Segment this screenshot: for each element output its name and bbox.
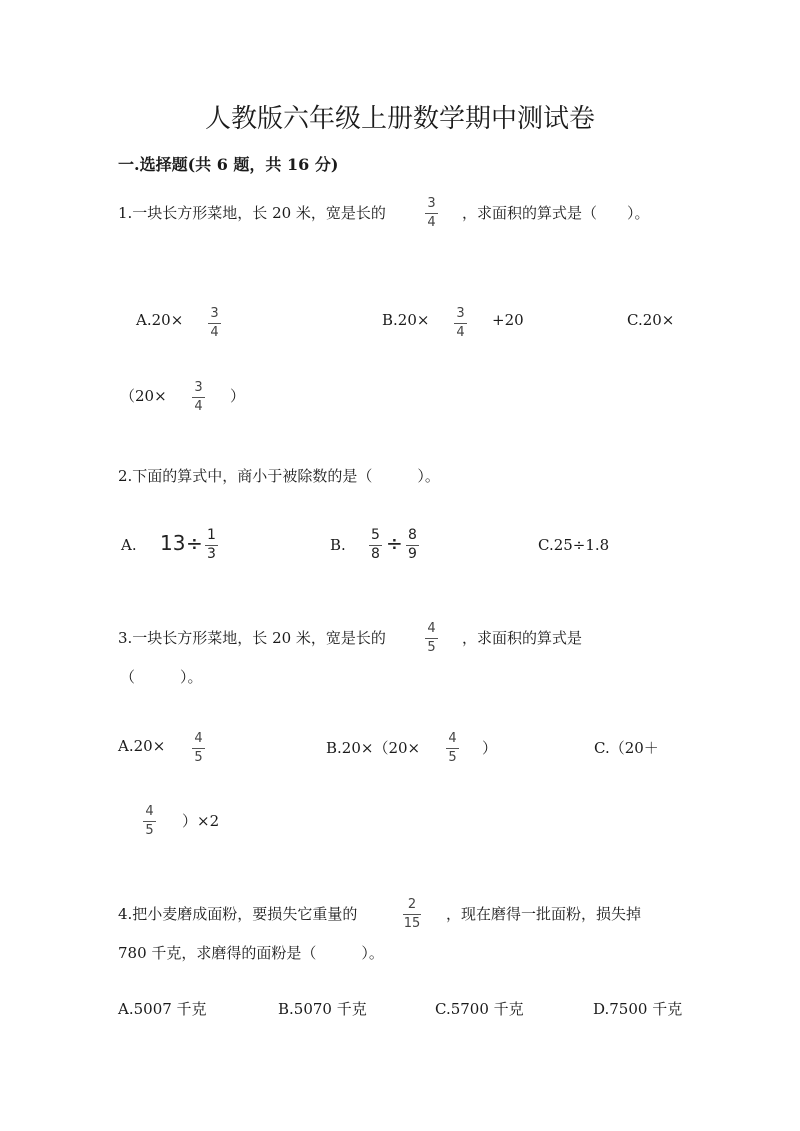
numerator: 4: [145, 804, 154, 819]
numerator: 3: [456, 306, 465, 321]
numerator: 3: [427, 196, 436, 211]
q4-option-c[interactable]: C.5700 千克: [435, 1000, 524, 1018]
q4-stem-end: ，现在磨得一批面粉，损失掉: [446, 905, 642, 923]
numerator: 8: [408, 527, 417, 543]
denominator: 5: [427, 640, 436, 655]
q2-option-c[interactable]: C.25÷1.8: [538, 536, 610, 554]
q4-fraction: [403, 897, 421, 931]
q2-option-a[interactable]: A.: [121, 536, 137, 554]
q2-option-a-whole: 13: [160, 531, 186, 555]
q2-option-a-fraction: [205, 528, 218, 562]
q3-fraction: [425, 621, 438, 655]
numerator: 4: [448, 731, 457, 746]
q2-stem: 2.下面的算式中，商小于被除数的是（ ）。: [118, 467, 440, 485]
q3-option-c-suffix: ）×2: [182, 812, 220, 830]
q3-option-a[interactable]: A.20×: [118, 737, 166, 755]
numerator: 4: [194, 731, 203, 746]
denominator: 4: [210, 325, 219, 340]
q3-option-b-fraction: [446, 731, 459, 765]
numerator: 4: [427, 621, 436, 636]
q3-option-a-fraction: [192, 731, 205, 765]
q1-option-c-suffix: ）: [230, 387, 246, 405]
denominator: 4: [427, 215, 436, 230]
q3-stem-end: ，求面积的算式是: [462, 629, 583, 647]
q3-option-c-fraction: [143, 804, 156, 838]
denominator: 15: [403, 916, 421, 931]
q1-option-a[interactable]: A.20×: [136, 311, 184, 329]
q3-stem: 3.一块长方形菜地，长 20 米，宽是长的: [118, 629, 386, 647]
denominator: 4: [194, 399, 203, 414]
denominator: 5: [448, 750, 457, 765]
q1-option-c-fraction: [192, 380, 205, 414]
divide-symbol: ÷: [386, 531, 403, 555]
q3-stem-blank: （ ）。: [120, 668, 203, 686]
q1-option-b-suffix: +20: [492, 311, 524, 329]
section-heading: 一.选择题(共 6 题，共 16 分): [118, 155, 339, 174]
q3-option-b-suffix: ）: [482, 739, 498, 757]
denominator: 5: [194, 750, 203, 765]
q1-fraction: [425, 196, 438, 230]
q4-option-d[interactable]: D.7500 千克: [593, 1000, 683, 1018]
q2-option-b-fraction-2: [406, 528, 419, 562]
q3-option-b[interactable]: B.20×（20×: [326, 739, 421, 757]
q1-option-b[interactable]: B.20×: [382, 311, 430, 329]
denominator: 9: [408, 546, 417, 562]
q1-stem: 1.一块长方形菜地，长 20 米，宽是长的: [118, 204, 386, 222]
q1-option-c-continued: （20×: [120, 387, 167, 405]
denominator: 5: [145, 823, 154, 838]
page-title: 人教版六年级上册数学期中测试卷: [204, 104, 595, 134]
divide-symbol: ÷: [186, 531, 203, 555]
numerator: 3: [194, 380, 203, 395]
q4-option-b[interactable]: B.5070 千克: [278, 1000, 367, 1018]
numerator: 2: [407, 897, 417, 912]
q2-option-b[interactable]: B.: [330, 536, 346, 554]
q1-option-b-fraction: [454, 306, 467, 340]
numerator: 1: [207, 527, 216, 543]
denominator: 4: [456, 325, 465, 340]
q3-option-c[interactable]: C.（20＋: [594, 739, 659, 757]
denominator: 3: [207, 546, 216, 562]
q1-stem-end: ，求面积的算式是（ ）。: [462, 204, 650, 222]
q4-stem-line2: 780 千克，求磨得的面粉是（ ）。: [118, 944, 384, 962]
denominator: 8: [371, 546, 380, 562]
q2-option-b-fraction-1: [369, 528, 382, 562]
q1-option-a-fraction: [208, 306, 221, 340]
q4-option-a[interactable]: A.5007 千克: [118, 1000, 207, 1018]
q4-stem: 4.把小麦磨成面粉，要损失它重量的: [118, 905, 358, 923]
q1-option-c[interactable]: C.20×: [627, 311, 675, 329]
numerator: 5: [371, 527, 380, 543]
numerator: 3: [210, 306, 219, 321]
